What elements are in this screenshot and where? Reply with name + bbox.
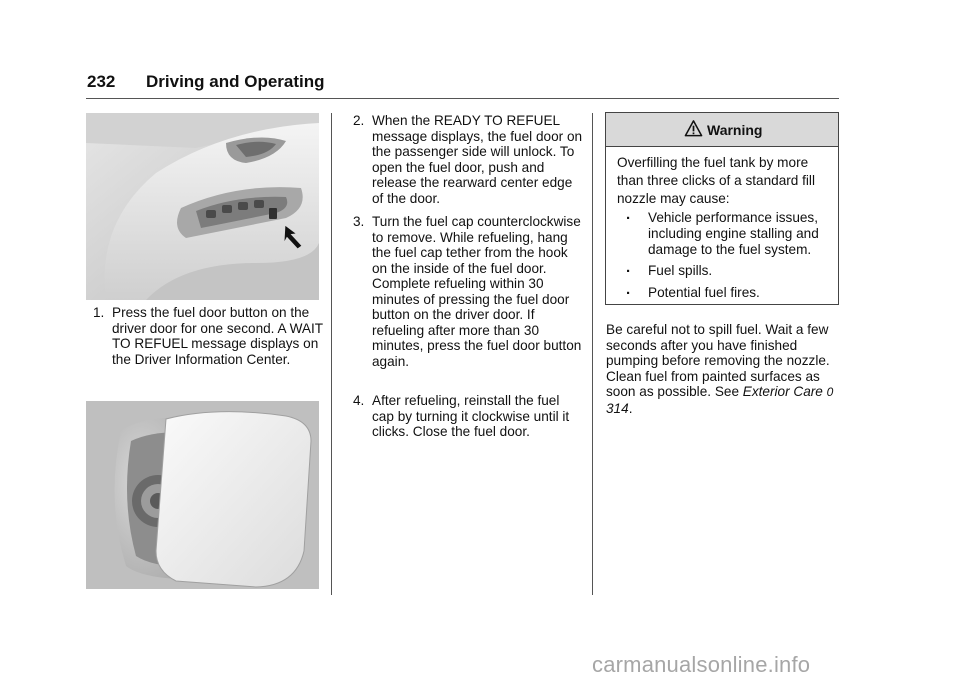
bullet-symbol: . (626, 206, 631, 223)
warning-box (605, 112, 839, 305)
bullet-text: Potential fuel fires. (648, 285, 760, 300)
step-number: 2. (353, 113, 365, 128)
bullet-text: Fuel spills. (648, 263, 713, 278)
caution-end: . (628, 400, 633, 416)
warning-intro: Overfilling the fuel tank by more than three clicks of a standard fill nozzle may cause: (617, 155, 815, 206)
step-number: 4. (353, 393, 365, 408)
bullet-text: Vehicle performance issues, including engine stalling and damage to the fuel system. (648, 210, 819, 257)
page-number: 232 (87, 72, 116, 91)
step-text: After refueling, reinstall the fuel cap by turning it clockwise until it clicks. Close the fuel door. (372, 393, 570, 439)
column-divider-left (331, 113, 332, 595)
fuel-door-illustration (86, 401, 319, 589)
watermark: carmanualsonline.info (592, 652, 811, 677)
step-text: When the READY TO REFUEL message displays, the fuel door on the passenger side will unlock. To open the fuel door, push and release the rearward center edge of the door. (372, 113, 583, 206)
step-text: Press the fuel door button on the driver door for one second. A WAIT TO REFUEL message displays on the Driver Information Center. (112, 305, 323, 367)
warning-title: Warning (707, 122, 763, 138)
bullet-symbol: . (626, 281, 631, 298)
reference-page: 314 (606, 400, 629, 416)
caution-paragraph (606, 322, 839, 416)
bullet-symbol: . (626, 259, 631, 276)
driver-door-illustration (86, 113, 319, 300)
page-reference-icon: 0 (826, 385, 834, 399)
section-title: Driving and Operating (146, 72, 325, 91)
header-divider (86, 98, 839, 99)
caution-text: Be careful not to spill fuel. Wait a few seconds after you have finished pumping before removing the nozzle. Clean fuel from painted surfaces as soon as possible. See (606, 322, 830, 399)
warning-header (606, 113, 838, 147)
step-text: Turn the fuel cap counterclockwise to remove. While refueling, hang the fuel cap tether from the hook on the inside of the fuel door. Complete refueling within 30 minutes of pressing the fuel door button on the driver door. If refueling after more than 30 minutes, press the fuel door button again. (372, 214, 582, 369)
step-number: 1. (93, 305, 105, 320)
warning-triangle-icon (684, 119, 703, 138)
step-number: 3. (353, 214, 365, 229)
column-divider-right (592, 113, 593, 595)
reference-title: Exterior Care (742, 384, 823, 399)
